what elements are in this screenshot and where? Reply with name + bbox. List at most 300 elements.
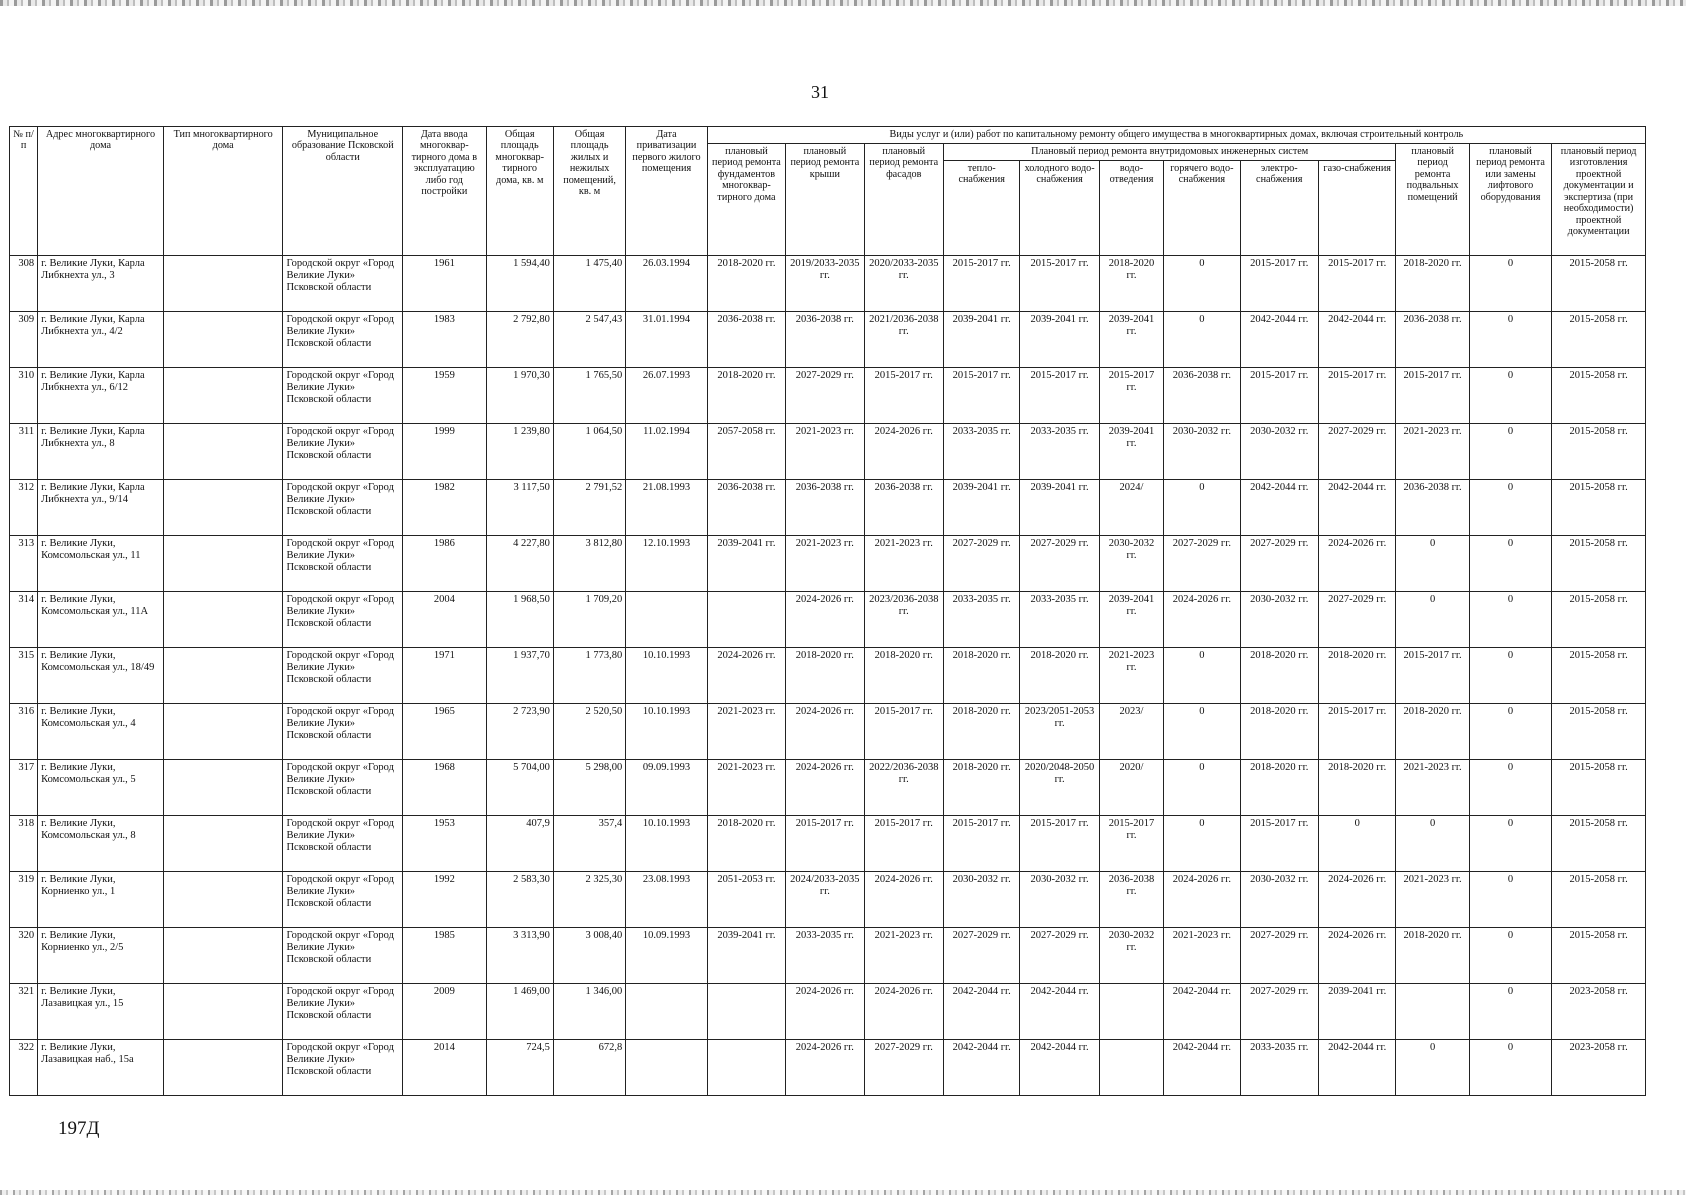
hot-water-period-cell: 0 — [1164, 760, 1240, 816]
cold-water-period-cell: 2042-2044 гг. — [1020, 984, 1099, 1040]
total-area-cell: 407,9 — [486, 816, 553, 872]
col-header-address: Адрес многоквартирного дома — [38, 127, 164, 256]
municipality-cell: Городской округ «Город Великие Луки» Псковской области — [283, 928, 403, 984]
year-cell: 2014 — [403, 1040, 486, 1096]
heating-period-cell: 2030-2032 гг. — [943, 872, 1019, 928]
total-area-cell: 1 239,80 — [486, 424, 553, 480]
sewer-period-cell — [1099, 984, 1163, 1040]
privatization-date-cell: 23.08.1993 — [626, 872, 707, 928]
hot-water-period-cell: 2027-2029 гг. — [1164, 536, 1240, 592]
basement-period-cell: 2036-2038 гг. — [1396, 312, 1469, 368]
municipality-cell: Городской округ «Город Великие Луки» Псковской области — [283, 368, 403, 424]
address-cell: г. Великие Луки, Карла Либкнехта ул., 6/12 — [38, 368, 164, 424]
cold-water-period-cell: 2015-2017 гг. — [1020, 256, 1099, 312]
year-cell: 1992 — [403, 872, 486, 928]
electric-period-cell: 2015-2017 гг. — [1240, 368, 1318, 424]
type-cell — [163, 424, 283, 480]
col-header-sewer: водо-отведения — [1099, 161, 1163, 256]
address-cell: г. Великие Луки, Комсомольская ул., 4 — [38, 704, 164, 760]
gas-period-cell: 2042-2044 гг. — [1318, 312, 1395, 368]
row-number: 319 — [10, 872, 38, 928]
foundation-period-cell: 2039-2041 гг. — [707, 928, 785, 984]
repair-schedule-table — [9, 126, 1646, 1096]
sewer-period-cell: 2039-2041 гг. — [1099, 312, 1163, 368]
gas-period-cell: 2015-2017 гг. — [1318, 704, 1395, 760]
total-area-cell: 1 970,30 — [486, 368, 553, 424]
privatization-date-cell: 21.08.1993 — [626, 480, 707, 536]
roof-period-cell: 2033-2035 гг. — [786, 928, 864, 984]
address-cell: г. Великие Луки, Корниенко ул., 2/5 — [38, 928, 164, 984]
privatization-date-cell: 26.07.1993 — [626, 368, 707, 424]
electric-period-cell: 2030-2032 гг. — [1240, 592, 1318, 648]
table-row — [10, 816, 1646, 872]
living-area-cell: 2 325,30 — [553, 872, 625, 928]
cold-water-period-cell: 2039-2041 гг. — [1020, 480, 1099, 536]
year-cell: 1985 — [403, 928, 486, 984]
total-area-cell: 1 469,00 — [486, 984, 553, 1040]
type-cell — [163, 760, 283, 816]
basement-period-cell: 2015-2017 гг. — [1396, 648, 1469, 704]
electric-period-cell: 2033-2035 гг. — [1240, 1040, 1318, 1096]
cold-water-period-cell: 2018-2020 гг. — [1020, 648, 1099, 704]
address-cell: г. Великие Луки, Карла Либкнехта ул., 4/2 — [38, 312, 164, 368]
elevator-period-cell: 0 — [1469, 368, 1551, 424]
row-number: 308 — [10, 256, 38, 312]
gas-period-cell: 0 — [1318, 816, 1395, 872]
roof-period-cell: 2024-2026 гг. — [786, 984, 864, 1040]
design-period-cell: 2015-2058 гг. — [1552, 760, 1646, 816]
row-number: 318 — [10, 816, 38, 872]
roof-period-cell: 2024/2033-2035 гг. — [786, 872, 864, 928]
foundation-period-cell: 2039-2041 гг. — [707, 536, 785, 592]
roof-period-cell: 2024-2026 гг. — [786, 1040, 864, 1096]
table-row — [10, 368, 1646, 424]
hot-water-period-cell: 2042-2044 гг. — [1164, 1040, 1240, 1096]
col-header-year: Дата ввода многоквар-тирного дома в эксплуатацию либо год постройки — [403, 127, 486, 256]
basement-period-cell: 2021-2023 гг. — [1396, 872, 1469, 928]
facade-period-cell: 2021-2023 гг. — [864, 928, 943, 984]
elevator-period-cell: 0 — [1469, 760, 1551, 816]
electric-period-cell: 2042-2044 гг. — [1240, 480, 1318, 536]
heating-period-cell: 2027-2029 гг. — [943, 928, 1019, 984]
heating-period-cell: 2015-2017 гг. — [943, 816, 1019, 872]
living-area-cell: 1 709,20 — [553, 592, 625, 648]
heating-period-cell: 2033-2035 гг. — [943, 592, 1019, 648]
gas-period-cell: 2027-2029 гг. — [1318, 592, 1395, 648]
municipality-cell: Городской округ «Город Великие Луки» Псковской области — [283, 816, 403, 872]
privatization-date-cell: 31.01.1994 — [626, 312, 707, 368]
gas-period-cell: 2039-2041 гг. — [1318, 984, 1395, 1040]
col-header-basement: плановый период ремонта подвальных помещений — [1396, 144, 1469, 256]
total-area-cell: 4 227,80 — [486, 536, 553, 592]
row-number: 309 — [10, 312, 38, 368]
facade-period-cell: 2015-2017 гг. — [864, 816, 943, 872]
facade-period-cell: 2024-2026 гг. — [864, 984, 943, 1040]
facade-period-cell: 2018-2020 гг. — [864, 648, 943, 704]
total-area-cell: 3 117,50 — [486, 480, 553, 536]
roof-period-cell: 2027-2029 гг. — [786, 368, 864, 424]
col-group-works: Виды услуг и (или) работ по капитальному ремонту общего имущества в многоквартирных домах, включая строительный контроль — [707, 127, 1645, 144]
electric-period-cell: 2042-2044 гг. — [1240, 312, 1318, 368]
municipality-cell: Городской округ «Город Великие Луки» Псковской области — [283, 760, 403, 816]
privatization-date-cell: 09.09.1993 — [626, 760, 707, 816]
cold-water-period-cell: 2033-2035 гг. — [1020, 424, 1099, 480]
row-number: 320 — [10, 928, 38, 984]
sewer-period-cell: 2036-2038 гг. — [1099, 872, 1163, 928]
design-period-cell: 2015-2058 гг. — [1552, 872, 1646, 928]
table-row — [10, 424, 1646, 480]
facade-period-cell: 2020/2033-2035 гг. — [864, 256, 943, 312]
col-header-design: плановый период изготовления проектной документации и экспертиза (при необходимости) проектной документации — [1552, 144, 1646, 256]
type-cell — [163, 312, 283, 368]
basement-period-cell: 0 — [1396, 592, 1469, 648]
roof-period-cell: 2021-2023 гг. — [786, 536, 864, 592]
facade-period-cell: 2022/2036-2038 гг. — [864, 760, 943, 816]
elevator-period-cell: 0 — [1469, 984, 1551, 1040]
gas-period-cell: 2024-2026 гг. — [1318, 536, 1395, 592]
address-cell: г. Великие Луки, Комсомольская ул., 5 — [38, 760, 164, 816]
municipality-cell: Городской округ «Город Великие Луки» Псковской области — [283, 704, 403, 760]
col-header-facade: плановый период ремонта фасадов — [864, 144, 943, 256]
foundation-period-cell: 2018-2020 гг. — [707, 368, 785, 424]
type-cell — [163, 256, 283, 312]
sewer-period-cell: 2039-2041 гг. — [1099, 592, 1163, 648]
living-area-cell: 2 547,43 — [553, 312, 625, 368]
design-period-cell: 2015-2058 гг. — [1552, 480, 1646, 536]
elevator-period-cell: 0 — [1469, 536, 1551, 592]
living-area-cell: 3 812,80 — [553, 536, 625, 592]
electric-period-cell: 2027-2029 гг. — [1240, 536, 1318, 592]
scan-edge-bottom — [0, 1190, 1686, 1195]
municipality-cell: Городской округ «Город Великие Луки» Псковской области — [283, 536, 403, 592]
row-number: 317 — [10, 760, 38, 816]
roof-period-cell: 2018-2020 гг. — [786, 648, 864, 704]
privatization-date-cell: 11.02.1994 — [626, 424, 707, 480]
design-period-cell: 2015-2058 гг. — [1552, 368, 1646, 424]
living-area-cell: 1 765,50 — [553, 368, 625, 424]
municipality-cell: Городской округ «Город Великие Луки» Псковской области — [283, 424, 403, 480]
heating-period-cell: 2039-2041 гг. — [943, 312, 1019, 368]
cold-water-period-cell: 2027-2029 гг. — [1020, 536, 1099, 592]
foundation-period-cell: 2018-2020 гг. — [707, 256, 785, 312]
gas-period-cell: 2024-2026 гг. — [1318, 872, 1395, 928]
municipality-cell: Городской округ «Город Великие Луки» Псковской области — [283, 872, 403, 928]
design-period-cell: 2023-2058 гг. — [1552, 1040, 1646, 1096]
address-cell: г. Великие Луки, Комсомольская ул., 11 — [38, 536, 164, 592]
roof-period-cell: 2036-2038 гг. — [786, 312, 864, 368]
basement-period-cell: 2021-2023 гг. — [1396, 760, 1469, 816]
sewer-period-cell: 2015-2017 гг. — [1099, 816, 1163, 872]
municipality-cell: Городской округ «Город Великие Луки» Псковской области — [283, 648, 403, 704]
type-cell — [163, 368, 283, 424]
privatization-date-cell: 10.10.1993 — [626, 816, 707, 872]
design-period-cell: 2015-2058 гг. — [1552, 424, 1646, 480]
living-area-cell: 1 346,00 — [553, 984, 625, 1040]
type-cell — [163, 872, 283, 928]
address-cell: г. Великие Луки, Карла Либкнехта ул., 3 — [38, 256, 164, 312]
privatization-date-cell — [626, 592, 707, 648]
col-header-foundation: плановый период ремонта фундаментов многоквар-тирного дома — [707, 144, 785, 256]
elevator-period-cell: 0 — [1469, 872, 1551, 928]
basement-period-cell: 0 — [1396, 1040, 1469, 1096]
cold-water-period-cell: 2042-2044 гг. — [1020, 1040, 1099, 1096]
heating-period-cell: 2018-2020 гг. — [943, 704, 1019, 760]
design-period-cell: 2023-2058 гг. — [1552, 984, 1646, 1040]
hot-water-period-cell: 0 — [1164, 480, 1240, 536]
living-area-cell: 5 298,00 — [553, 760, 625, 816]
hot-water-period-cell: 0 — [1164, 312, 1240, 368]
sewer-period-cell: 2030-2032 гг. — [1099, 928, 1163, 984]
row-number: 313 — [10, 536, 38, 592]
gas-period-cell: 2024-2026 гг. — [1318, 928, 1395, 984]
row-number: 314 — [10, 592, 38, 648]
roof-period-cell: 2019/2033-2035 гг. — [786, 256, 864, 312]
facade-period-cell: 2021-2023 гг. — [864, 536, 943, 592]
table-row — [10, 704, 1646, 760]
address-cell: г. Великие Луки, Комсомольская ул., 8 — [38, 816, 164, 872]
type-cell — [163, 928, 283, 984]
row-number: 310 — [10, 368, 38, 424]
year-cell: 1982 — [403, 480, 486, 536]
facade-period-cell: 2024-2026 гг. — [864, 424, 943, 480]
col-header-electric: электро-снабжения — [1240, 161, 1318, 256]
table-row — [10, 256, 1646, 312]
heating-period-cell: 2039-2041 гг. — [943, 480, 1019, 536]
heating-period-cell: 2015-2017 гг. — [943, 368, 1019, 424]
elevator-period-cell: 0 — [1469, 928, 1551, 984]
table-row — [10, 1040, 1646, 1096]
electric-period-cell: 2015-2017 гг. — [1240, 816, 1318, 872]
hot-water-period-cell: 0 — [1164, 648, 1240, 704]
cold-water-period-cell: 2039-2041 гг. — [1020, 312, 1099, 368]
total-area-cell: 1 968,50 — [486, 592, 553, 648]
col-header-total-area: Общая площадь многоквар-тирного дома, кв. м — [486, 127, 553, 256]
municipality-cell: Городской округ «Город Великие Луки» Псковской области — [283, 592, 403, 648]
hot-water-period-cell: 2024-2026 гг. — [1164, 592, 1240, 648]
row-number: 315 — [10, 648, 38, 704]
privatization-date-cell: 10.09.1993 — [626, 928, 707, 984]
table-row — [10, 984, 1646, 1040]
foundation-period-cell: 2051-2053 гг. — [707, 872, 785, 928]
year-cell: 1971 — [403, 648, 486, 704]
roof-period-cell: 2036-2038 гг. — [786, 480, 864, 536]
type-cell — [163, 704, 283, 760]
address-cell: г. Великие Луки, Лазавицкая ул., 15 — [38, 984, 164, 1040]
col-group-systems: Плановый период ремонта внутридомовых инженерных систем — [943, 144, 1395, 161]
year-cell: 1999 — [403, 424, 486, 480]
heating-period-cell: 2018-2020 гг. — [943, 760, 1019, 816]
electric-period-cell: 2018-2020 гг. — [1240, 648, 1318, 704]
total-area-cell: 2 583,30 — [486, 872, 553, 928]
municipality-cell: Городской округ «Город Великие Луки» Псковской области — [283, 312, 403, 368]
foundation-period-cell — [707, 592, 785, 648]
facade-period-cell: 2021/2036-2038 гг. — [864, 312, 943, 368]
elevator-period-cell: 0 — [1469, 816, 1551, 872]
year-cell: 1961 — [403, 256, 486, 312]
cold-water-period-cell: 2027-2029 гг. — [1020, 928, 1099, 984]
elevator-period-cell: 0 — [1469, 704, 1551, 760]
foundation-period-cell — [707, 1040, 785, 1096]
hot-water-period-cell: 2024-2026 гг. — [1164, 872, 1240, 928]
municipality-cell: Городской округ «Город Великие Луки» Псковской области — [283, 1040, 403, 1096]
heating-period-cell: 2018-2020 гг. — [943, 648, 1019, 704]
type-cell — [163, 1040, 283, 1096]
type-cell — [163, 648, 283, 704]
scan-edge-top — [0, 0, 1686, 6]
col-header-living-area: Общая площадь жилых и нежилых помещений, кв. м — [553, 127, 625, 256]
gas-period-cell: 2018-2020 гг. — [1318, 760, 1395, 816]
roof-period-cell: 2021-2023 гг. — [786, 424, 864, 480]
living-area-cell: 1 475,40 — [553, 256, 625, 312]
sewer-period-cell: 2024/ — [1099, 480, 1163, 536]
col-header-elevator: плановый период ремонта или замены лифтового оборудования — [1469, 144, 1551, 256]
electric-period-cell: 2015-2017 гг. — [1240, 256, 1318, 312]
type-cell — [163, 984, 283, 1040]
col-header-gas: газо-снабжения — [1318, 161, 1395, 256]
foundation-period-cell: 2036-2038 гг. — [707, 480, 785, 536]
electric-period-cell: 2027-2029 гг. — [1240, 984, 1318, 1040]
year-cell: 1953 — [403, 816, 486, 872]
year-cell: 1983 — [403, 312, 486, 368]
row-number: 311 — [10, 424, 38, 480]
total-area-cell: 724,5 — [486, 1040, 553, 1096]
year-cell: 1968 — [403, 760, 486, 816]
electric-period-cell: 2030-2032 гг. — [1240, 872, 1318, 928]
page-number: 31 — [811, 82, 829, 102]
heating-period-cell: 2027-2029 гг. — [943, 536, 1019, 592]
total-area-cell: 2 792,80 — [486, 312, 553, 368]
design-period-cell: 2015-2058 гг. — [1552, 704, 1646, 760]
facade-period-cell: 2036-2038 гг. — [864, 480, 943, 536]
gas-period-cell: 2015-2017 гг. — [1318, 256, 1395, 312]
privatization-date-cell: 10.10.1993 — [626, 648, 707, 704]
cold-water-period-cell: 2023/2051-2053 гг. — [1020, 704, 1099, 760]
elevator-period-cell: 0 — [1469, 592, 1551, 648]
basement-period-cell: 2018-2020 гг. — [1396, 256, 1469, 312]
foundation-period-cell: 2021-2023 гг. — [707, 704, 785, 760]
col-header-municipality: Муниципальное образование Псковской области — [283, 127, 403, 256]
table-row — [10, 648, 1646, 704]
address-cell: г. Великие Луки, Карла Либкнехта ул., 8 — [38, 424, 164, 480]
foundation-period-cell: 2018-2020 гг. — [707, 816, 785, 872]
sewer-period-cell: 2020/ — [1099, 760, 1163, 816]
table-row — [10, 480, 1646, 536]
basement-period-cell: 0 — [1396, 536, 1469, 592]
design-period-cell: 2015-2058 гг. — [1552, 536, 1646, 592]
foundation-period-cell: 2057-2058 гг. — [707, 424, 785, 480]
total-area-cell: 5 704,00 — [486, 760, 553, 816]
table-row — [10, 872, 1646, 928]
elevator-period-cell: 0 — [1469, 256, 1551, 312]
total-area-cell: 1 937,70 — [486, 648, 553, 704]
address-cell: г. Великие Луки, Комсомольская ул., 18/49 — [38, 648, 164, 704]
table-row — [10, 312, 1646, 368]
sewer-period-cell: 2021-2023 гг. — [1099, 648, 1163, 704]
cold-water-period-cell: 2030-2032 гг. — [1020, 872, 1099, 928]
foundation-period-cell — [707, 984, 785, 1040]
basement-period-cell: 2018-2020 гг. — [1396, 928, 1469, 984]
gas-period-cell: 2018-2020 гг. — [1318, 648, 1395, 704]
hot-water-period-cell: 2042-2044 гг. — [1164, 984, 1240, 1040]
year-cell: 1965 — [403, 704, 486, 760]
electric-period-cell: 2018-2020 гг. — [1240, 760, 1318, 816]
heating-period-cell: 2042-2044 гг. — [943, 1040, 1019, 1096]
col-header-cold-water: холодного водо-снабжения — [1020, 161, 1099, 256]
electric-period-cell: 2018-2020 гг. — [1240, 704, 1318, 760]
sewer-period-cell: 2023/ — [1099, 704, 1163, 760]
roof-period-cell: 2024-2026 гг. — [786, 592, 864, 648]
living-area-cell: 357,4 — [553, 816, 625, 872]
sewer-period-cell: 2039-2041 гг. — [1099, 424, 1163, 480]
row-number: 322 — [10, 1040, 38, 1096]
living-area-cell: 672,8 — [553, 1040, 625, 1096]
elevator-period-cell: 0 — [1469, 424, 1551, 480]
living-area-cell: 1 773,80 — [553, 648, 625, 704]
col-header-type: Тип многоквартирного дома — [163, 127, 283, 256]
hot-water-period-cell: 0 — [1164, 816, 1240, 872]
living-area-cell: 2 520,50 — [553, 704, 625, 760]
design-period-cell: 2015-2058 гг. — [1552, 256, 1646, 312]
elevator-period-cell: 0 — [1469, 312, 1551, 368]
hot-water-period-cell: 2021-2023 гг. — [1164, 928, 1240, 984]
year-cell: 2009 — [403, 984, 486, 1040]
cold-water-period-cell: 2033-2035 гг. — [1020, 592, 1099, 648]
facade-period-cell: 2015-2017 гг. — [864, 368, 943, 424]
heating-period-cell: 2015-2017 гг. — [943, 256, 1019, 312]
elevator-period-cell: 0 — [1469, 648, 1551, 704]
address-cell: г. Великие Луки, Карла Либкнехта ул., 9/14 — [38, 480, 164, 536]
type-cell — [163, 816, 283, 872]
living-area-cell: 2 791,52 — [553, 480, 625, 536]
row-number: 316 — [10, 704, 38, 760]
basement-period-cell: 2021-2023 гг. — [1396, 424, 1469, 480]
year-cell: 1986 — [403, 536, 486, 592]
year-cell: 1959 — [403, 368, 486, 424]
design-period-cell: 2015-2058 гг. — [1552, 816, 1646, 872]
sewer-period-cell: 2015-2017 гг. — [1099, 368, 1163, 424]
elevator-period-cell: 0 — [1469, 480, 1551, 536]
living-area-cell: 1 064,50 — [553, 424, 625, 480]
row-number: 321 — [10, 984, 38, 1040]
table-row — [10, 536, 1646, 592]
municipality-cell: Городской округ «Город Великие Луки» Псковской области — [283, 480, 403, 536]
living-area-cell: 3 008,40 — [553, 928, 625, 984]
col-header-privatization: Дата приватизации первого жилого помещения — [626, 127, 707, 256]
sewer-period-cell: 2018-2020 гг. — [1099, 256, 1163, 312]
total-area-cell: 3 313,90 — [486, 928, 553, 984]
address-cell: г. Великие Луки, Лазавицкая наб., 15а — [38, 1040, 164, 1096]
design-period-cell: 2015-2058 гг. — [1552, 592, 1646, 648]
gas-period-cell: 2042-2044 гг. — [1318, 1040, 1395, 1096]
gas-period-cell: 2015-2017 гг. — [1318, 368, 1395, 424]
address-cell: г. Великие Луки, Комсомольская ул., 11А — [38, 592, 164, 648]
design-period-cell: 2015-2058 гг. — [1552, 648, 1646, 704]
facade-period-cell: 2024-2026 гг. — [864, 872, 943, 928]
type-cell — [163, 592, 283, 648]
privatization-date-cell: 26.03.1994 — [626, 256, 707, 312]
municipality-cell: Городской округ «Город Великие Луки» Псковской области — [283, 984, 403, 1040]
table-row — [10, 760, 1646, 816]
col-header-hot-water: горячего водо-снабжения — [1164, 161, 1240, 256]
design-period-cell: 2015-2058 гг. — [1552, 928, 1646, 984]
col-header-heating: тепло-снабжения — [943, 161, 1019, 256]
sewer-period-cell: 2030-2032 гг. — [1099, 536, 1163, 592]
foundation-period-cell: 2021-2023 гг. — [707, 760, 785, 816]
facade-period-cell: 2015-2017 гг. — [864, 704, 943, 760]
col-header-num: № п/п — [10, 127, 38, 256]
hot-water-period-cell: 2030-2032 гг. — [1164, 424, 1240, 480]
basement-period-cell: 0 — [1396, 816, 1469, 872]
